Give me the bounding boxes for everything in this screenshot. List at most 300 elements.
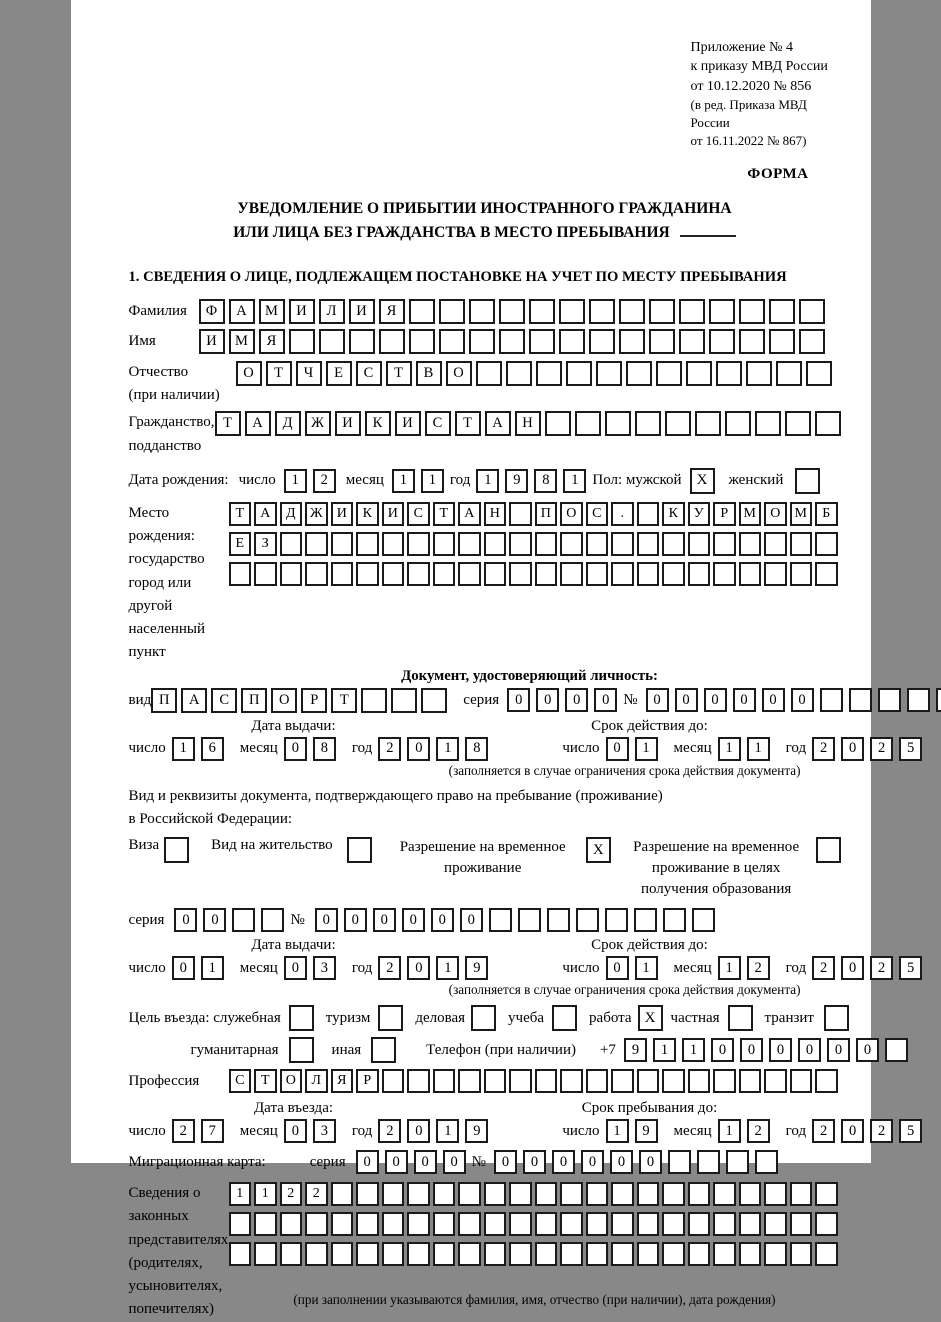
char-box[interactable] xyxy=(305,532,328,556)
char-box[interactable] xyxy=(815,411,841,436)
char-box[interactable]: 1 xyxy=(563,469,586,493)
char-box[interactable] xyxy=(586,1069,609,1093)
char-box[interactable] xyxy=(407,562,430,586)
char-box[interactable]: Т xyxy=(215,411,241,436)
char-box[interactable] xyxy=(785,411,811,436)
char-box[interactable] xyxy=(713,562,736,586)
char-box[interactable] xyxy=(509,532,532,556)
char-box[interactable] xyxy=(518,908,541,932)
char-box[interactable]: Т xyxy=(386,361,412,386)
char-box[interactable]: С xyxy=(586,502,609,526)
char-box[interactable] xyxy=(407,1212,430,1236)
char-box[interactable]: Т xyxy=(455,411,481,436)
char-box[interactable] xyxy=(254,1212,277,1236)
char-box[interactable] xyxy=(586,562,609,586)
char-box[interactable]: 0 xyxy=(769,1038,792,1062)
char-box[interactable] xyxy=(254,562,277,586)
char-box[interactable] xyxy=(458,1069,481,1093)
sex-female-checkbox[interactable] xyxy=(795,468,820,494)
char-box[interactable] xyxy=(611,1069,634,1093)
char-box[interactable]: 1 xyxy=(421,469,444,493)
char-box[interactable] xyxy=(713,532,736,556)
char-box[interactable]: 0 xyxy=(841,956,864,980)
char-box[interactable]: 0 xyxy=(284,956,307,980)
char-box[interactable] xyxy=(458,1242,481,1266)
purpose-business-checkbox[interactable] xyxy=(471,1005,496,1031)
char-box[interactable] xyxy=(382,1212,405,1236)
char-box[interactable]: 0 xyxy=(639,1150,662,1174)
char-box[interactable] xyxy=(484,1242,507,1266)
char-box[interactable] xyxy=(764,562,787,586)
char-box[interactable] xyxy=(611,532,634,556)
char-box[interactable]: 1 xyxy=(747,737,770,761)
purpose-other-checkbox[interactable] xyxy=(371,1037,396,1063)
char-box[interactable] xyxy=(764,1182,787,1206)
char-box[interactable] xyxy=(637,1069,660,1093)
purpose-study-checkbox[interactable] xyxy=(552,1005,577,1031)
char-box[interactable] xyxy=(637,532,660,556)
char-box[interactable]: 1 xyxy=(718,1119,741,1143)
char-box[interactable] xyxy=(356,1242,379,1266)
char-box[interactable] xyxy=(535,1182,558,1206)
char-box[interactable] xyxy=(229,1242,252,1266)
char-box[interactable]: 7 xyxy=(201,1119,224,1143)
char-box[interactable]: 1 xyxy=(682,1038,705,1062)
char-box[interactable] xyxy=(662,1242,685,1266)
char-box[interactable]: 2 xyxy=(812,1119,835,1143)
char-box[interactable]: 1 xyxy=(392,469,415,493)
char-box[interactable]: И xyxy=(289,299,315,324)
char-box[interactable] xyxy=(907,688,930,712)
char-box[interactable]: 0 xyxy=(494,1150,517,1174)
char-box[interactable]: 1 xyxy=(172,737,195,761)
char-box[interactable]: И xyxy=(199,329,225,354)
char-box[interactable]: Д xyxy=(275,411,301,436)
char-box[interactable] xyxy=(815,1212,838,1236)
char-box[interactable] xyxy=(739,1069,762,1093)
char-box[interactable]: И xyxy=(331,502,354,526)
char-box[interactable] xyxy=(439,299,465,324)
char-box[interactable] xyxy=(688,1242,711,1266)
char-box[interactable]: 0 xyxy=(711,1038,734,1062)
char-box[interactable] xyxy=(254,1242,277,1266)
char-box[interactable]: 1 xyxy=(254,1182,277,1206)
char-box[interactable] xyxy=(688,1182,711,1206)
char-box[interactable] xyxy=(726,1150,749,1174)
char-box[interactable]: 2 xyxy=(747,1119,770,1143)
char-box[interactable] xyxy=(529,299,555,324)
char-box[interactable] xyxy=(605,908,628,932)
purpose-transit-checkbox[interactable] xyxy=(824,1005,849,1031)
char-box[interactable]: 0 xyxy=(841,737,864,761)
char-box[interactable]: Ж xyxy=(305,411,331,436)
purpose-humanitarian-checkbox[interactable] xyxy=(289,1037,314,1063)
char-box[interactable] xyxy=(739,562,762,586)
char-box[interactable] xyxy=(356,562,379,586)
char-box[interactable]: 5 xyxy=(899,1119,922,1143)
char-box[interactable] xyxy=(535,1212,558,1236)
char-box[interactable] xyxy=(849,688,872,712)
char-box[interactable] xyxy=(509,1182,532,1206)
char-box[interactable]: М xyxy=(739,502,762,526)
char-box[interactable] xyxy=(560,1212,583,1236)
char-box[interactable] xyxy=(665,411,691,436)
char-box[interactable]: 9 xyxy=(465,956,488,980)
char-box[interactable]: 0 xyxy=(798,1038,821,1062)
char-box[interactable] xyxy=(662,532,685,556)
char-box[interactable] xyxy=(484,1182,507,1206)
char-box[interactable]: А xyxy=(181,688,207,713)
char-box[interactable]: 2 xyxy=(172,1119,195,1143)
char-box[interactable] xyxy=(637,1242,660,1266)
char-box[interactable] xyxy=(361,688,387,713)
char-box[interactable] xyxy=(885,1038,908,1062)
char-box[interactable] xyxy=(688,1069,711,1093)
char-box[interactable] xyxy=(509,502,532,526)
purpose-official-checkbox[interactable] xyxy=(289,1005,314,1031)
char-box[interactable]: 1 xyxy=(476,469,499,493)
char-box[interactable] xyxy=(331,1242,354,1266)
char-box[interactable] xyxy=(356,532,379,556)
char-box[interactable]: Я xyxy=(259,329,285,354)
char-box[interactable] xyxy=(280,1212,303,1236)
char-box[interactable] xyxy=(764,1212,787,1236)
char-box[interactable] xyxy=(634,908,657,932)
char-box[interactable]: 0 xyxy=(606,737,629,761)
char-box[interactable]: И xyxy=(395,411,421,436)
char-box[interactable]: П xyxy=(151,688,177,713)
char-box[interactable] xyxy=(576,908,599,932)
char-box[interactable] xyxy=(407,532,430,556)
char-box[interactable] xyxy=(535,532,558,556)
char-box[interactable]: 2 xyxy=(378,737,401,761)
char-box[interactable]: 0 xyxy=(606,956,629,980)
char-box[interactable]: 2 xyxy=(870,737,893,761)
char-box[interactable] xyxy=(619,299,645,324)
char-box[interactable]: Н xyxy=(515,411,541,436)
char-box[interactable]: К xyxy=(365,411,391,436)
char-box[interactable] xyxy=(769,329,795,354)
char-box[interactable]: 1 xyxy=(436,956,459,980)
char-box[interactable]: А xyxy=(245,411,271,436)
char-box[interactable]: 2 xyxy=(870,1119,893,1143)
char-box[interactable] xyxy=(305,1212,328,1236)
char-box[interactable] xyxy=(790,1242,813,1266)
char-box[interactable] xyxy=(815,532,838,556)
char-box[interactable]: 0 xyxy=(172,956,195,980)
char-box[interactable]: Б xyxy=(815,502,838,526)
char-box[interactable]: И xyxy=(382,502,405,526)
char-box[interactable] xyxy=(649,329,675,354)
char-box[interactable]: Р xyxy=(713,502,736,526)
char-box[interactable]: 0 xyxy=(704,688,727,712)
char-box[interactable] xyxy=(755,411,781,436)
char-box[interactable]: С xyxy=(211,688,237,713)
char-box[interactable]: К xyxy=(356,502,379,526)
char-box[interactable] xyxy=(626,361,652,386)
char-box[interactable] xyxy=(692,908,715,932)
char-box[interactable] xyxy=(469,299,495,324)
char-box[interactable] xyxy=(739,1242,762,1266)
char-box[interactable] xyxy=(739,532,762,556)
char-box[interactable]: 0 xyxy=(507,688,530,712)
char-box[interactable] xyxy=(536,361,562,386)
char-box[interactable] xyxy=(713,1242,736,1266)
char-box[interactable]: А xyxy=(229,299,255,324)
char-box[interactable] xyxy=(232,908,255,932)
char-box[interactable] xyxy=(560,532,583,556)
char-box[interactable]: 1 xyxy=(284,469,307,493)
char-box[interactable]: А xyxy=(254,502,277,526)
char-box[interactable]: Т xyxy=(254,1069,277,1093)
char-box[interactable] xyxy=(499,329,525,354)
char-box[interactable] xyxy=(509,1242,532,1266)
char-box[interactable]: 9 xyxy=(624,1038,647,1062)
char-box[interactable] xyxy=(878,688,901,712)
char-box[interactable] xyxy=(695,411,721,436)
char-box[interactable] xyxy=(716,361,742,386)
char-box[interactable] xyxy=(713,1069,736,1093)
char-box[interactable] xyxy=(409,329,435,354)
char-box[interactable] xyxy=(790,1069,813,1093)
char-box[interactable]: 0 xyxy=(373,908,396,932)
char-box[interactable]: О xyxy=(560,502,583,526)
char-box[interactable] xyxy=(305,1242,328,1266)
char-box[interactable]: 1 xyxy=(436,1119,459,1143)
char-box[interactable]: Ж xyxy=(305,502,328,526)
char-box[interactable]: 0 xyxy=(284,737,307,761)
char-box[interactable]: 0 xyxy=(407,956,430,980)
char-box[interactable] xyxy=(586,1242,609,1266)
char-box[interactable] xyxy=(356,1212,379,1236)
char-box[interactable]: 0 xyxy=(675,688,698,712)
char-box[interactable] xyxy=(790,532,813,556)
char-box[interactable] xyxy=(635,411,661,436)
char-box[interactable] xyxy=(331,532,354,556)
char-box[interactable] xyxy=(611,562,634,586)
sex-male-checkbox[interactable]: X xyxy=(690,468,715,494)
char-box[interactable]: Л xyxy=(305,1069,328,1093)
char-box[interactable] xyxy=(319,329,345,354)
char-box[interactable] xyxy=(739,299,765,324)
char-box[interactable]: 0 xyxy=(733,688,756,712)
char-box[interactable] xyxy=(662,1069,685,1093)
char-box[interactable] xyxy=(409,299,435,324)
char-box[interactable] xyxy=(566,361,592,386)
char-box[interactable] xyxy=(589,299,615,324)
char-box[interactable] xyxy=(637,502,660,526)
char-box[interactable] xyxy=(382,1182,405,1206)
char-box[interactable] xyxy=(545,411,571,436)
char-box[interactable] xyxy=(605,411,631,436)
char-box[interactable]: 0 xyxy=(856,1038,879,1062)
char-box[interactable] xyxy=(688,562,711,586)
char-box[interactable] xyxy=(662,1212,685,1236)
char-box[interactable] xyxy=(484,1069,507,1093)
char-box[interactable] xyxy=(575,411,601,436)
char-box[interactable] xyxy=(421,688,447,713)
char-box[interactable] xyxy=(382,532,405,556)
char-box[interactable]: Ч xyxy=(296,361,322,386)
char-box[interactable] xyxy=(484,532,507,556)
char-box[interactable]: И xyxy=(335,411,361,436)
char-box[interactable]: 2 xyxy=(812,737,835,761)
char-box[interactable]: М xyxy=(259,299,285,324)
char-box[interactable] xyxy=(790,1212,813,1236)
char-box[interactable]: Л xyxy=(319,299,345,324)
char-box[interactable] xyxy=(560,1242,583,1266)
char-box[interactable] xyxy=(776,361,802,386)
char-box[interactable]: 0 xyxy=(407,737,430,761)
char-box[interactable] xyxy=(790,562,813,586)
char-box[interactable]: 0 xyxy=(581,1150,604,1174)
char-box[interactable] xyxy=(391,688,417,713)
char-box[interactable]: 0 xyxy=(414,1150,437,1174)
char-box[interactable] xyxy=(229,562,252,586)
char-box[interactable]: С xyxy=(425,411,451,436)
char-box[interactable] xyxy=(709,329,735,354)
char-box[interactable]: 9 xyxy=(505,469,528,493)
char-box[interactable] xyxy=(820,688,843,712)
char-box[interactable]: 5 xyxy=(899,956,922,980)
char-box[interactable]: П xyxy=(535,502,558,526)
char-box[interactable]: Р xyxy=(301,688,327,713)
char-box[interactable] xyxy=(509,1212,532,1236)
char-box[interactable]: В xyxy=(416,361,442,386)
char-box[interactable] xyxy=(509,1069,532,1093)
char-box[interactable] xyxy=(439,329,465,354)
char-box[interactable] xyxy=(739,1212,762,1236)
char-box[interactable] xyxy=(649,299,675,324)
char-box[interactable]: 0 xyxy=(356,1150,379,1174)
char-box[interactable] xyxy=(611,1242,634,1266)
char-box[interactable]: 0 xyxy=(740,1038,763,1062)
char-box[interactable]: 0 xyxy=(523,1150,546,1174)
char-box[interactable]: 0 xyxy=(284,1119,307,1143)
char-box[interactable]: 3 xyxy=(313,1119,336,1143)
char-box[interactable] xyxy=(619,329,645,354)
char-box[interactable]: О xyxy=(271,688,297,713)
char-box[interactable] xyxy=(589,329,615,354)
char-box[interactable]: 2 xyxy=(378,1119,401,1143)
char-box[interactable]: Н xyxy=(484,502,507,526)
char-box[interactable] xyxy=(611,1212,634,1236)
char-box[interactable]: О xyxy=(764,502,787,526)
char-box[interactable]: 1 xyxy=(606,1119,629,1143)
char-box[interactable]: 0 xyxy=(443,1150,466,1174)
char-box[interactable] xyxy=(739,329,765,354)
char-box[interactable]: Т xyxy=(266,361,292,386)
char-box[interactable] xyxy=(280,532,303,556)
char-box[interactable] xyxy=(668,1150,691,1174)
char-box[interactable] xyxy=(764,1069,787,1093)
char-box[interactable]: 2 xyxy=(305,1182,328,1206)
char-box[interactable] xyxy=(637,1182,660,1206)
char-box[interactable] xyxy=(458,532,481,556)
char-box[interactable] xyxy=(305,562,328,586)
char-box[interactable]: О xyxy=(280,1069,303,1093)
char-box[interactable] xyxy=(679,329,705,354)
char-box[interactable] xyxy=(280,562,303,586)
char-box[interactable] xyxy=(560,1069,583,1093)
char-box[interactable]: П xyxy=(241,688,267,713)
char-box[interactable] xyxy=(790,1182,813,1206)
char-box[interactable]: 8 xyxy=(465,737,488,761)
char-box[interactable] xyxy=(799,329,825,354)
char-box[interactable]: 2 xyxy=(280,1182,303,1206)
char-box[interactable]: А xyxy=(458,502,481,526)
char-box[interactable]: Ф xyxy=(199,299,225,324)
char-box[interactable] xyxy=(289,329,315,354)
char-box[interactable]: 9 xyxy=(635,1119,658,1143)
char-box[interactable] xyxy=(799,299,825,324)
temp-residence-checkbox[interactable]: X xyxy=(586,837,611,863)
char-box[interactable] xyxy=(331,1182,354,1206)
char-box[interactable]: 0 xyxy=(203,908,226,932)
char-box[interactable] xyxy=(458,562,481,586)
char-box[interactable] xyxy=(815,562,838,586)
char-box[interactable] xyxy=(509,562,532,586)
char-box[interactable]: Т xyxy=(229,502,252,526)
char-box[interactable] xyxy=(713,1212,736,1236)
char-box[interactable]: О xyxy=(446,361,472,386)
char-box[interactable]: С xyxy=(229,1069,252,1093)
char-box[interactable] xyxy=(713,1182,736,1206)
char-box[interactable]: 0 xyxy=(841,1119,864,1143)
char-box[interactable] xyxy=(382,1069,405,1093)
char-box[interactable] xyxy=(815,1069,838,1093)
char-box[interactable] xyxy=(679,299,705,324)
char-box[interactable] xyxy=(755,1150,778,1174)
purpose-tourism-checkbox[interactable] xyxy=(378,1005,403,1031)
char-box[interactable]: 1 xyxy=(718,956,741,980)
char-box[interactable] xyxy=(529,329,555,354)
char-box[interactable] xyxy=(433,1182,456,1206)
char-box[interactable] xyxy=(688,1212,711,1236)
char-box[interactable] xyxy=(815,1242,838,1266)
char-box[interactable]: 0 xyxy=(610,1150,633,1174)
char-box[interactable] xyxy=(596,361,622,386)
char-box[interactable]: 0 xyxy=(762,688,785,712)
char-box[interactable]: С xyxy=(356,361,382,386)
char-box[interactable] xyxy=(499,299,525,324)
char-box[interactable]: 0 xyxy=(565,688,588,712)
char-box[interactable] xyxy=(560,1182,583,1206)
char-box[interactable]: Е xyxy=(326,361,352,386)
char-box[interactable]: 0 xyxy=(646,688,669,712)
char-box[interactable] xyxy=(535,562,558,586)
char-box[interactable] xyxy=(611,1182,634,1206)
char-box[interactable]: 9 xyxy=(465,1119,488,1143)
char-box[interactable] xyxy=(535,1242,558,1266)
char-box[interactable] xyxy=(331,1212,354,1236)
char-box[interactable]: У xyxy=(688,502,711,526)
char-box[interactable]: Т xyxy=(331,688,357,713)
char-box[interactable]: 0 xyxy=(460,908,483,932)
char-box[interactable] xyxy=(586,1182,609,1206)
char-box[interactable] xyxy=(560,562,583,586)
char-box[interactable] xyxy=(637,1212,660,1236)
char-box[interactable]: 2 xyxy=(313,469,336,493)
char-box[interactable]: 0 xyxy=(594,688,617,712)
char-box[interactable] xyxy=(697,1150,720,1174)
char-box[interactable]: Я xyxy=(379,299,405,324)
char-box[interactable]: С xyxy=(407,502,430,526)
char-box[interactable]: 0 xyxy=(431,908,454,932)
char-box[interactable] xyxy=(476,361,502,386)
char-box[interactable]: О xyxy=(236,361,262,386)
char-box[interactable] xyxy=(458,1182,481,1206)
